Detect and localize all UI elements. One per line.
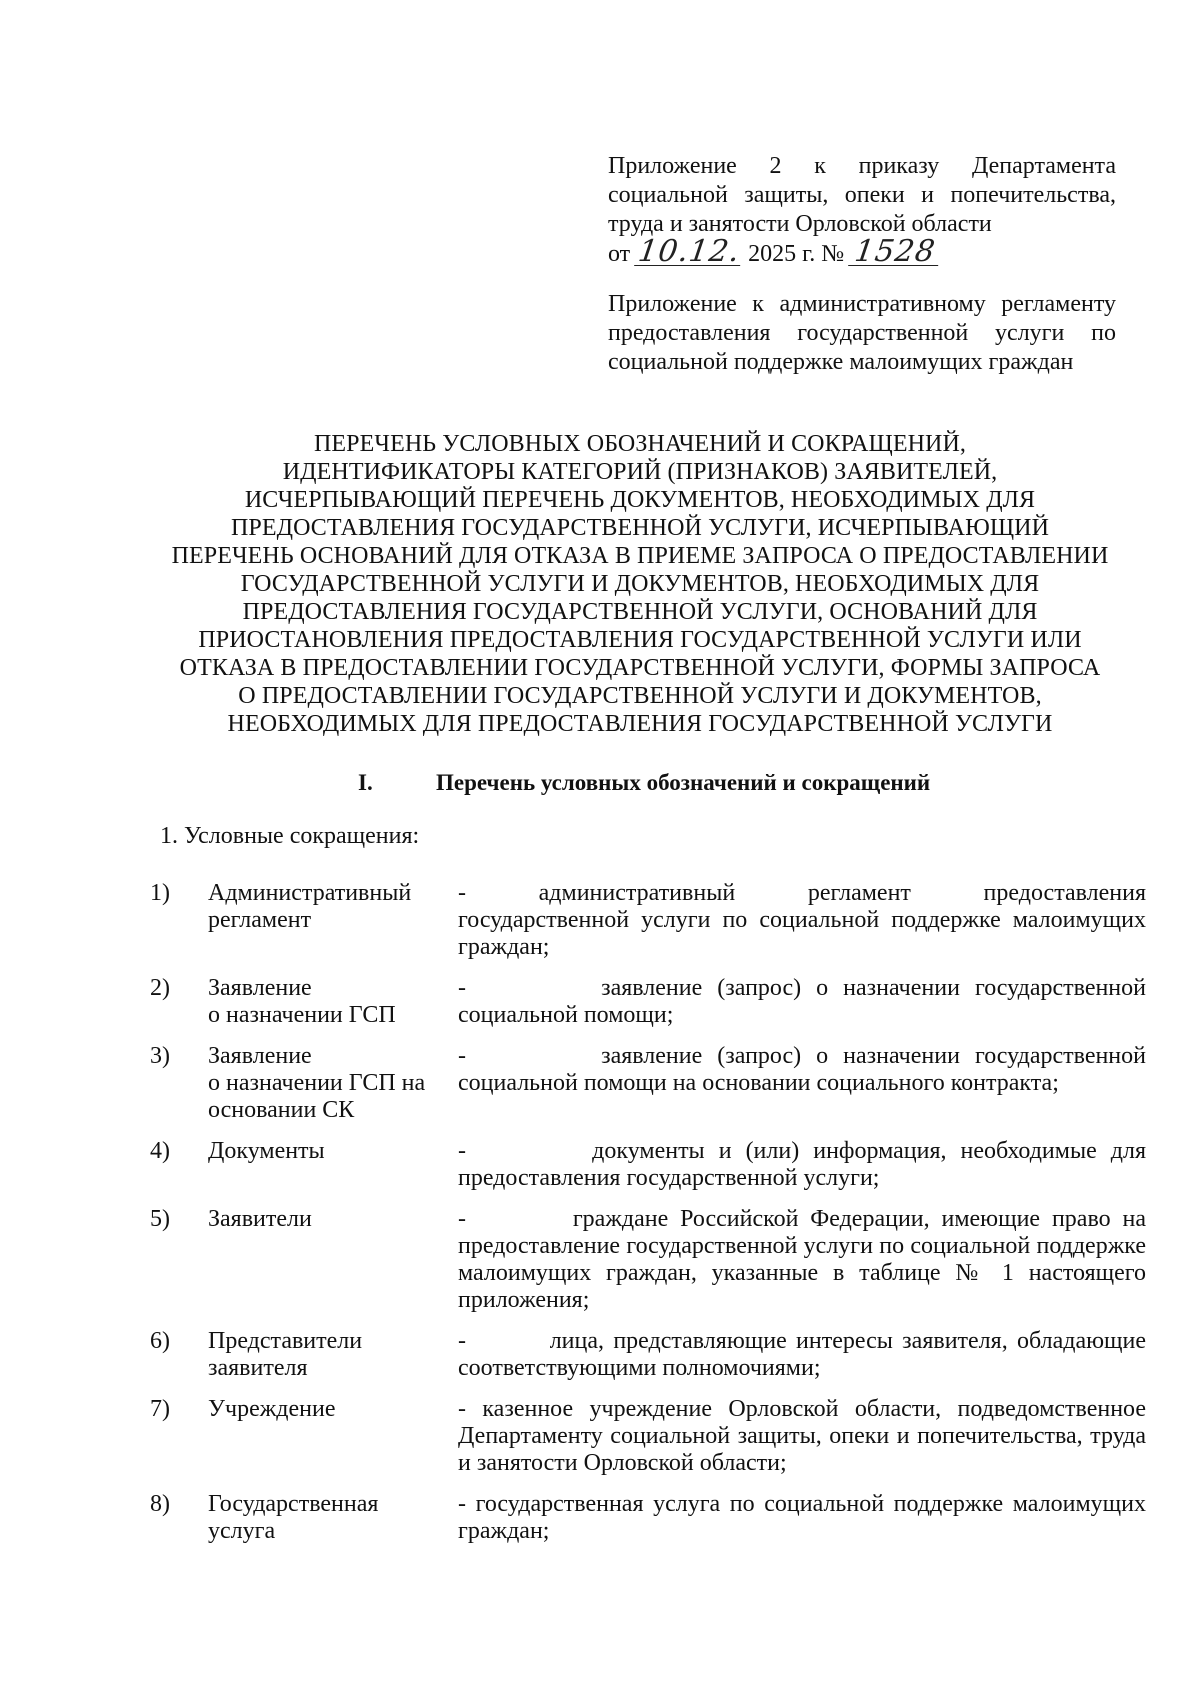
definition-number: 6) xyxy=(150,1328,170,1354)
date-year: 2025 г. № xyxy=(742,241,851,267)
definition-number: 5) xyxy=(150,1206,170,1232)
definition-row xyxy=(150,1138,1146,1192)
header-line-3: труда и занятости Орловской области xyxy=(608,211,992,237)
definition-row xyxy=(150,1491,1146,1545)
order-date-line xyxy=(608,234,1116,269)
header2-line-3: социальной поддержке малоимущих граждан xyxy=(608,349,1074,375)
definition-number: 3) xyxy=(150,1043,170,1069)
definition-description: - заявление (запрос) о назначении государственной социальной помощи на основании социального контракта; xyxy=(458,1043,1146,1096)
section-title: Перечень условных обозначений и сокращений xyxy=(436,770,931,795)
definition-description: - документы и (или) информация, необходимые для предоставления государственной услуги; xyxy=(458,1138,1146,1191)
definition-term xyxy=(208,1328,458,1382)
document-title xyxy=(160,430,1120,738)
definition-term-line: услуга xyxy=(208,1518,276,1544)
definition-term-line: Учреждение xyxy=(208,1396,336,1422)
title-line: ПРИОСТАНОВЛЕНИЯ ПРЕДОСТАВЛЕНИЯ ГОСУДАРСТВЕННОЙ УСЛУГИ ИЛИ xyxy=(198,627,1082,653)
definition-description: - лица, представляющие интересы заявителя, обладающие соответствующими полномочиями; xyxy=(458,1328,1146,1381)
definition-term-line: Административный xyxy=(208,880,412,906)
definition-term xyxy=(208,1043,458,1124)
definition-description: - казенное учреждение Орловской области, подведомственное Департаменту социальной защиты, опеки и попечительства, труда и занятости Орловской области; xyxy=(458,1396,1146,1476)
definition-term-line: о назначении ГСП на xyxy=(208,1070,426,1096)
definition-term xyxy=(208,1206,458,1314)
section-number: I. xyxy=(358,770,373,795)
definition-term xyxy=(208,1491,458,1545)
definition-term xyxy=(208,880,458,961)
definition-row xyxy=(150,1396,1146,1477)
definition-number: 8) xyxy=(150,1491,170,1517)
title-line: ОТКАЗА В ПРЕДОСТАВЛЕНИИ ГОСУДАРСТВЕННОЙ УСЛУГИ, ФОРМЫ ЗАПРОСА xyxy=(179,655,1101,681)
definition-description: - граждане Российской Федерации, имеющие право на предоставление государственной услуги по социальной поддержке малоимущих граждан, указанные в таблице № 1 настоящего приложения; xyxy=(458,1206,1146,1313)
title-line: ИДЕНТИФИКАТОРЫ КАТЕГОРИЙ (ПРИЗНАКОВ) ЗАЯВИТЕЛЕЙ, xyxy=(282,459,998,485)
definition-term xyxy=(208,975,458,1029)
definition-term-line: Представители xyxy=(208,1328,363,1354)
definition-row xyxy=(150,880,1146,961)
definition-number: 2) xyxy=(150,975,170,1001)
definition-row xyxy=(150,1328,1146,1382)
definition-number: 7) xyxy=(150,1396,170,1422)
title-line: ИСЧЕРПЫВАЮЩИЙ ПЕРЕЧЕНЬ ДОКУМЕНТОВ, НЕОБХОДИМЫХ ДЛЯ xyxy=(244,487,1036,513)
title-line: ПЕРЕЧЕНЬ ОСНОВАНИЙ ДЛЯ ОТКАЗА В ПРИЕМЕ ЗАПРОСА О ПРЕДОСТАВЛЕНИИ xyxy=(171,543,1109,569)
definition-description: - административный регламент предоставления государственной услуги по социальной поддержке малоимущих граждан; xyxy=(458,880,1146,960)
title-line: ПЕРЕЧЕНЬ УСЛОВНЫХ ОБОЗНАЧЕНИЙ И СОКРАЩЕНИЙ, xyxy=(313,431,967,457)
definition-number: 1) xyxy=(150,880,170,906)
header-line-2: социальной защиты, опеки и попечительства, xyxy=(608,182,1116,208)
definition-term xyxy=(208,1396,458,1477)
definition-term-line: о назначении ГСП xyxy=(208,1002,396,1028)
definition-description: - заявление (запрос) о назначении государственной социальной помощи; xyxy=(458,975,1146,1028)
definition-term-line: Документы xyxy=(208,1138,325,1164)
definition-term xyxy=(208,1138,458,1192)
definition-term-line: заявителя xyxy=(208,1355,308,1381)
definition-term-line: основании СК xyxy=(208,1097,355,1123)
date-prefix: от xyxy=(608,241,637,267)
title-line: НЕОБХОДИМЫХ ДЛЯ ПРЕДОСТАВЛЕНИЯ ГОСУДАРСТВЕННОЙ УСЛУГИ xyxy=(227,711,1053,737)
subsection-heading: 1. Условные сокращения: xyxy=(160,823,420,849)
header-line-1: Приложение 2 к приказу Департамента xyxy=(608,153,1116,179)
handwritten-date: 10.12. xyxy=(636,234,743,269)
definition-term-line: Заявление xyxy=(208,975,312,1001)
title-line: ГОСУДАРСТВЕННОЙ УСЛУГИ И ДОКУМЕНТОВ, НЕОБХОДИМЫХ ДЛЯ xyxy=(240,571,1040,597)
definition-row xyxy=(150,1043,1146,1124)
definition-description: - государственная услуга по социальной поддержке малоимущих граждан; xyxy=(458,1491,1146,1544)
section-heading xyxy=(358,770,1058,796)
title-line: ПРЕДОСТАВЛЕНИЯ ГОСУДАРСТВЕННОЙ УСЛУГИ, ОСНОВАНИЙ ДЛЯ xyxy=(242,599,1038,625)
definitions-list xyxy=(150,880,1146,1545)
order-appendix-header xyxy=(608,152,1116,269)
handwritten-order-number: 1528 xyxy=(848,239,942,266)
definition-row xyxy=(150,975,1146,1029)
title-line: ПРЕДОСТАВЛЕНИЯ ГОСУДАРСТВЕННОЙ УСЛУГИ, ИСЧЕРПЫВАЮЩИЙ xyxy=(230,515,1050,541)
definition-number: 4) xyxy=(150,1138,170,1164)
regulation-appendix-header xyxy=(608,290,1116,377)
definition-term-line: Заявители xyxy=(208,1206,312,1232)
header2-line-2: предоставления государственной услуги по xyxy=(608,320,1116,346)
definition-term-line: Государственная xyxy=(208,1491,379,1517)
definition-term-line: регламент xyxy=(208,907,312,933)
title-line: О ПРЕДОСТАВЛЕНИИ ГОСУДАРСТВЕННОЙ УСЛУГИ И ДОКУМЕНТОВ, xyxy=(238,683,1042,709)
definition-row xyxy=(150,1206,1146,1314)
definition-term-line: Заявление xyxy=(208,1043,312,1069)
header2-line-1: Приложение к административному регламенту xyxy=(608,291,1116,317)
